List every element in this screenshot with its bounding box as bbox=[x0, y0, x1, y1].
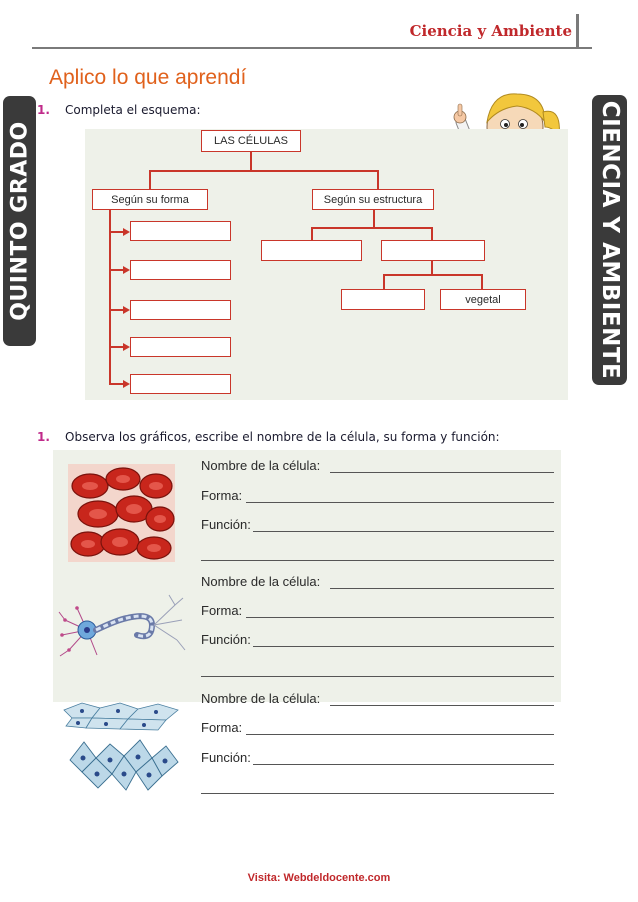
scheme-branch-form-label: Según su forma bbox=[111, 193, 189, 206]
exercise-1-number: 1. bbox=[37, 103, 50, 117]
scheme-vegetal-label: vegetal bbox=[465, 293, 501, 306]
side-tab-grade bbox=[3, 96, 36, 346]
footer-link[interactable]: Visita: Webdeldocente.com bbox=[247, 872, 391, 884]
header-vertical-rule bbox=[576, 14, 579, 49]
cell-form-label: Forma: bbox=[201, 603, 243, 618]
scheme-connector bbox=[311, 227, 313, 241]
scheme-form-answer-box[interactable] bbox=[130, 260, 231, 280]
scheme-connector bbox=[109, 231, 123, 233]
scheme-connector bbox=[481, 274, 483, 290]
scheme-form-answer-box[interactable] bbox=[130, 300, 231, 320]
scheme-form-answer-box[interactable] bbox=[130, 374, 231, 394]
cell-function-label: Función: bbox=[201, 517, 251, 532]
cell-function-extra-line[interactable] bbox=[201, 676, 554, 677]
scheme-structure-answer-box[interactable] bbox=[261, 240, 362, 261]
header-subject: Ciencia y Ambiente bbox=[409, 22, 572, 40]
cell-name-label: Nombre de la célula: bbox=[201, 574, 321, 589]
scheme-branch-form-box bbox=[92, 189, 208, 210]
section-title: Aplico lo que aprendí bbox=[49, 66, 247, 89]
scheme-root-box bbox=[201, 130, 301, 152]
cell-function-extra-line[interactable] bbox=[201, 793, 554, 794]
cell-name-answer-line[interactable] bbox=[330, 472, 554, 473]
scheme-structure-answer-box[interactable] bbox=[341, 289, 425, 310]
red-blood-cells-image bbox=[68, 464, 175, 562]
scheme-branch-structure-box bbox=[312, 189, 434, 210]
scheme-form-answer-box[interactable] bbox=[130, 337, 231, 357]
cell-name-answer-line[interactable] bbox=[330, 588, 554, 589]
cell-form-answer-line[interactable] bbox=[246, 617, 554, 618]
scheme-diagram bbox=[85, 129, 568, 400]
scheme-connector bbox=[109, 269, 123, 271]
cell-function-answer-line[interactable] bbox=[253, 764, 554, 765]
side-tab-grade-label: QUINTO GRADO bbox=[7, 121, 32, 321]
arrow-right-icon bbox=[123, 343, 130, 351]
scheme-vegetal-box bbox=[440, 289, 526, 310]
exercise-2-number: 1. bbox=[37, 430, 50, 444]
scheme-structure-answer-box[interactable] bbox=[381, 240, 485, 261]
scheme-connector bbox=[431, 261, 433, 275]
cell-function-extra-line[interactable] bbox=[201, 560, 554, 561]
cell-form-label: Forma: bbox=[201, 488, 243, 503]
scheme-connector bbox=[383, 274, 385, 290]
side-tab-subject bbox=[592, 95, 627, 385]
cell-form-answer-line[interactable] bbox=[246, 502, 554, 503]
scheme-connector bbox=[109, 383, 123, 385]
exercise-2-instruction: Observa los gráficos, escribe el nombre de la célula, su forma y función: bbox=[65, 430, 500, 444]
cell-function-answer-line[interactable] bbox=[253, 531, 554, 532]
scheme-branch-structure-label: Según su estructura bbox=[323, 193, 423, 206]
exercise-2-heading bbox=[37, 426, 500, 445]
cell-function-answer-line[interactable] bbox=[253, 646, 554, 647]
scheme-connector bbox=[377, 170, 379, 190]
side-tab-subject-label: CIENCIA Y AMBIENTE bbox=[596, 100, 623, 380]
exercise-1-instruction: Completa el esquema: bbox=[65, 103, 201, 117]
scheme-form-answer-box[interactable] bbox=[130, 221, 231, 241]
scheme-root-label: LAS CÉLULAS bbox=[214, 135, 288, 147]
cell-function-label: Función: bbox=[201, 632, 251, 647]
arrow-right-icon bbox=[123, 266, 130, 274]
scheme-connector bbox=[431, 227, 433, 241]
cell-name-label: Nombre de la célula: bbox=[201, 691, 321, 706]
arrow-right-icon bbox=[123, 380, 130, 388]
epithelial-cells-image bbox=[62, 700, 182, 792]
cell-form-label: Forma: bbox=[201, 720, 243, 735]
cell-name-answer-line[interactable] bbox=[330, 705, 554, 706]
exercise-1-heading bbox=[37, 99, 201, 118]
cell-name-label: Nombre de la célula: bbox=[201, 458, 321, 473]
header-rule bbox=[32, 47, 592, 49]
scheme-connector bbox=[373, 210, 375, 228]
scheme-connector bbox=[311, 227, 433, 229]
cell-function-label: Función: bbox=[201, 750, 251, 765]
scheme-connector bbox=[149, 170, 151, 190]
arrow-right-icon bbox=[123, 228, 130, 236]
scheme-connector bbox=[250, 152, 252, 171]
scheme-connector bbox=[109, 346, 123, 348]
cell-form-answer-line[interactable] bbox=[246, 734, 554, 735]
neuron-image bbox=[57, 590, 187, 665]
scheme-connector bbox=[149, 170, 379, 172]
scheme-connector bbox=[109, 309, 123, 311]
scheme-connector bbox=[109, 210, 111, 384]
scheme-connector bbox=[383, 274, 483, 276]
arrow-right-icon bbox=[123, 306, 130, 314]
